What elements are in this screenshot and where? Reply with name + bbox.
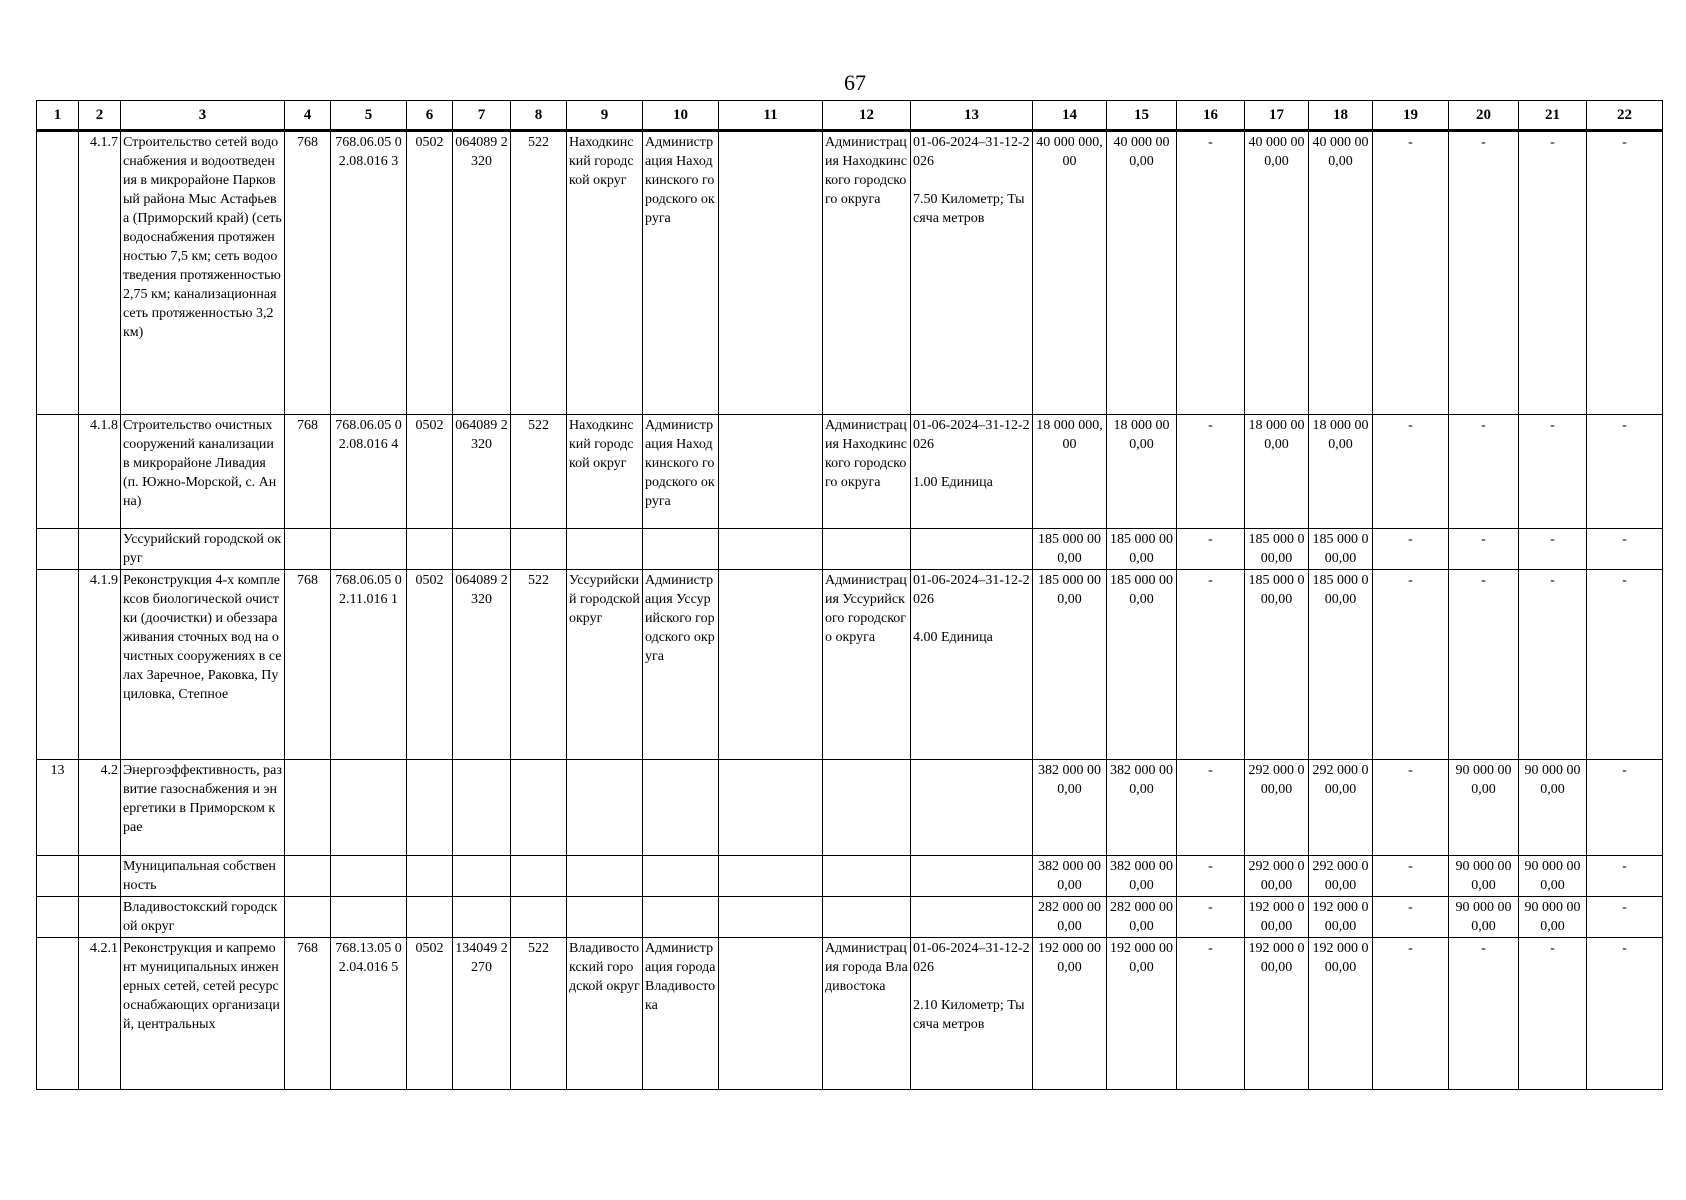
cell-period-capacity bbox=[911, 856, 1033, 897]
cell-expense-type: 522 bbox=[511, 570, 567, 760]
table-row bbox=[37, 760, 1663, 856]
col-header: 16 bbox=[1177, 101, 1245, 131]
cell-target-article: 064089 2320 bbox=[453, 415, 511, 529]
cell-amount: - bbox=[1373, 938, 1449, 1090]
cell-name: Уссурийский городской округ bbox=[121, 529, 285, 570]
cell-period-capacity bbox=[911, 415, 1033, 529]
cell-expense-type: 522 bbox=[511, 415, 567, 529]
period: 01-06-2024–31-12-2026 bbox=[913, 135, 1030, 169]
cell-amount: 382 000 000,00 bbox=[1107, 760, 1177, 856]
cell-object-code: 768.06.05 02.11.016 1 bbox=[331, 570, 407, 760]
cell-amount: - bbox=[1587, 760, 1663, 856]
cell-row-number bbox=[37, 131, 79, 415]
capacity: 7.50 Километр; Тысяча метров bbox=[913, 192, 1025, 226]
table-row bbox=[37, 570, 1663, 760]
cell-amount: - bbox=[1177, 570, 1245, 760]
cell-amount: 18 000 000,00 bbox=[1033, 415, 1107, 529]
cell-col11 bbox=[719, 415, 823, 529]
cell-amount: 382 000 000,00 bbox=[1107, 856, 1177, 897]
cell-municipality bbox=[567, 529, 643, 570]
cell-col11 bbox=[719, 897, 823, 938]
cell-period-capacity bbox=[911, 760, 1033, 856]
cell-amount: - bbox=[1449, 529, 1519, 570]
col-header: 19 bbox=[1373, 101, 1449, 131]
cell-expense-type: 522 bbox=[511, 131, 567, 415]
col-header: 1 bbox=[37, 101, 79, 131]
cell-target-article bbox=[453, 760, 511, 856]
cell-grbs bbox=[285, 897, 331, 938]
cell-amount: - bbox=[1449, 131, 1519, 415]
cell-amount: - bbox=[1519, 415, 1587, 529]
cell-municipality bbox=[567, 856, 643, 897]
col-header: 12 bbox=[823, 101, 911, 131]
cell-amount: 90 000 000,00 bbox=[1519, 856, 1587, 897]
cell-object-code bbox=[331, 856, 407, 897]
cell-grbs: 768 bbox=[285, 415, 331, 529]
cell-customer: Администрация города Владивостока bbox=[643, 938, 719, 1090]
cell-amount: - bbox=[1373, 897, 1449, 938]
cell-amount: 40 000 000,00 bbox=[1107, 131, 1177, 415]
cell-amount: - bbox=[1177, 938, 1245, 1090]
cell-target-article: 134049 2270 bbox=[453, 938, 511, 1090]
cell-object-code bbox=[331, 529, 407, 570]
cell-executor: Администрация города Владивостока bbox=[823, 938, 911, 1090]
cell-amount: 40 000 000,00 bbox=[1033, 131, 1107, 415]
cell-row-number: 13 bbox=[37, 760, 79, 856]
cell-amount: - bbox=[1373, 570, 1449, 760]
cell-object-code: 768.13.05 02.04.016 5 bbox=[331, 938, 407, 1090]
cell-col11 bbox=[719, 131, 823, 415]
cell-code bbox=[79, 897, 121, 938]
cell-period-capacity bbox=[911, 131, 1033, 415]
cell-period-capacity bbox=[911, 529, 1033, 570]
cell-code: 4.2.1 bbox=[79, 938, 121, 1090]
cell-amount: 292 000 000,00 bbox=[1309, 760, 1373, 856]
table-row bbox=[37, 529, 1663, 570]
cell-name: Муниципальная собственность bbox=[121, 856, 285, 897]
cell-amount: 192 000 000,00 bbox=[1309, 938, 1373, 1090]
cell-amount: - bbox=[1519, 570, 1587, 760]
cell-amount: - bbox=[1587, 415, 1663, 529]
cell-target-article: 064089 2320 bbox=[453, 131, 511, 415]
cell-amount: 18 000 000,00 bbox=[1107, 415, 1177, 529]
cell-amount: - bbox=[1449, 938, 1519, 1090]
cell-customer: Администрация Уссурийского городского округа bbox=[643, 570, 719, 760]
cell-executor: Администрация Находкинского городского округа bbox=[823, 131, 911, 415]
cell-amount: - bbox=[1519, 529, 1587, 570]
col-header: 6 bbox=[407, 101, 453, 131]
cell-amount: 382 000 000,00 bbox=[1033, 856, 1107, 897]
col-header: 10 bbox=[643, 101, 719, 131]
col-header: 9 bbox=[567, 101, 643, 131]
cell-amount: - bbox=[1373, 131, 1449, 415]
table-row bbox=[37, 856, 1663, 897]
cell-name: Энергоэффективность, развитие газоснабжения и энергетики в Приморском крае bbox=[121, 760, 285, 856]
cell-customer bbox=[643, 760, 719, 856]
cell-amount: - bbox=[1177, 131, 1245, 415]
cell-name: Реконструкция и капремонт муниципальных инженерных сетей, сетей ресурсоснабжающих организаций, центральных bbox=[121, 938, 285, 1090]
cell-expense-type bbox=[511, 897, 567, 938]
cell-amount: 292 000 000,00 bbox=[1245, 760, 1309, 856]
col-header: 11 bbox=[719, 101, 823, 131]
cell-amount: 185 000 000,00 bbox=[1033, 570, 1107, 760]
cell-amount: 382 000 000,00 bbox=[1033, 760, 1107, 856]
cell-amount: 90 000 000,00 bbox=[1519, 760, 1587, 856]
cell-grbs: 768 bbox=[285, 131, 331, 415]
cell-name: Строительство сетей водоснабжения и водоотведения в микрорайоне Парковый района Мыс Астафьева (Приморский край) (сеть водоснабжения протяженностью 7,5 км; сеть водоотведения протяженностью 2,75 км; канализационная сеть протяженностью 3,2 км) bbox=[121, 131, 285, 415]
cell-amount: 185 000 000,00 bbox=[1309, 570, 1373, 760]
cell-municipality: Владивостокский городской округ bbox=[567, 938, 643, 1090]
cell-amount: 40 000 000,00 bbox=[1309, 131, 1373, 415]
cell-row-number bbox=[37, 415, 79, 529]
cell-municipality: Находкинский городской округ bbox=[567, 131, 643, 415]
period: 01-06-2024–31-12-2026 bbox=[913, 941, 1030, 975]
cell-grbs: 768 bbox=[285, 938, 331, 1090]
cell-municipality bbox=[567, 760, 643, 856]
cell-amount: 192 000 000,00 bbox=[1245, 938, 1309, 1090]
cell-customer: Администрация Находкинского городского округа bbox=[643, 415, 719, 529]
cell-section bbox=[407, 897, 453, 938]
cell-customer bbox=[643, 529, 719, 570]
cell-section bbox=[407, 760, 453, 856]
cell-amount: - bbox=[1373, 760, 1449, 856]
cell-amount: - bbox=[1587, 131, 1663, 415]
col-header: 17 bbox=[1245, 101, 1309, 131]
cell-amount: 282 000 000,00 bbox=[1107, 897, 1177, 938]
cell-col11 bbox=[719, 570, 823, 760]
cell-amount: - bbox=[1177, 897, 1245, 938]
capacity: 2.10 Километр; Тысяча метров bbox=[913, 998, 1025, 1032]
col-header: 15 bbox=[1107, 101, 1177, 131]
cell-amount: 18 000 000,00 bbox=[1245, 415, 1309, 529]
cell-row-number bbox=[37, 856, 79, 897]
cell-col11 bbox=[719, 760, 823, 856]
table-row bbox=[37, 938, 1663, 1090]
table-row bbox=[37, 897, 1663, 938]
cell-grbs bbox=[285, 529, 331, 570]
cell-amount: 192 000 000,00 bbox=[1033, 938, 1107, 1090]
cell-executor bbox=[823, 760, 911, 856]
cell-amount: 282 000 000,00 bbox=[1033, 897, 1107, 938]
cell-object-code bbox=[331, 760, 407, 856]
table-row bbox=[37, 131, 1663, 415]
cell-section: 0502 bbox=[407, 938, 453, 1090]
period: 01-06-2024–31-12-2026 bbox=[913, 573, 1030, 607]
cell-amount: 18 000 000,00 bbox=[1309, 415, 1373, 529]
cell-amount: 185 000 000,00 bbox=[1309, 529, 1373, 570]
cell-amount: 40 000 000,00 bbox=[1245, 131, 1309, 415]
capacity: 1.00 Единица bbox=[913, 475, 993, 490]
cell-amount: 185 000 000,00 bbox=[1107, 529, 1177, 570]
page-number: 67 bbox=[844, 70, 866, 95]
cell-municipality: Находкинский городской округ bbox=[567, 415, 643, 529]
cell-section: 0502 bbox=[407, 415, 453, 529]
cell-section: 0502 bbox=[407, 131, 453, 415]
cell-amount: - bbox=[1519, 131, 1587, 415]
cell-target-article bbox=[453, 529, 511, 570]
cell-target-article bbox=[453, 897, 511, 938]
cell-code: 4.1.7 bbox=[79, 131, 121, 415]
col-header: 2 bbox=[79, 101, 121, 131]
cell-object-code: 768.06.05 02.08.016 3 bbox=[331, 131, 407, 415]
cell-code: 4.2 bbox=[79, 760, 121, 856]
cell-amount: 192 000 000,00 bbox=[1245, 897, 1309, 938]
col-header: 3 bbox=[121, 101, 285, 131]
cell-period-capacity bbox=[911, 570, 1033, 760]
cell-amount: - bbox=[1177, 529, 1245, 570]
cell-expense-type bbox=[511, 529, 567, 570]
cell-grbs bbox=[285, 760, 331, 856]
cell-amount: 192 000 000,00 bbox=[1309, 897, 1373, 938]
cell-customer bbox=[643, 856, 719, 897]
cell-section: 0502 bbox=[407, 570, 453, 760]
cell-amount: - bbox=[1373, 856, 1449, 897]
cell-amount: 90 000 000,00 bbox=[1449, 897, 1519, 938]
cell-amount: - bbox=[1587, 570, 1663, 760]
cell-target-article bbox=[453, 856, 511, 897]
cell-grbs bbox=[285, 856, 331, 897]
cell-executor bbox=[823, 897, 911, 938]
cell-amount: - bbox=[1177, 856, 1245, 897]
col-header: 13 bbox=[911, 101, 1033, 131]
cell-code: 4.1.9 bbox=[79, 570, 121, 760]
cell-amount: - bbox=[1587, 856, 1663, 897]
table-row bbox=[37, 415, 1663, 529]
cell-section bbox=[407, 856, 453, 897]
cell-row-number bbox=[37, 570, 79, 760]
cell-expense-type bbox=[511, 856, 567, 897]
cell-col11 bbox=[719, 938, 823, 1090]
col-header: 22 bbox=[1587, 101, 1663, 131]
cell-executor: Администрация Находкинского городского округа bbox=[823, 415, 911, 529]
cell-grbs: 768 bbox=[285, 570, 331, 760]
cell-row-number bbox=[37, 938, 79, 1090]
col-header: 18 bbox=[1309, 101, 1373, 131]
cell-amount: 90 000 000,00 bbox=[1519, 897, 1587, 938]
cell-amount: - bbox=[1177, 760, 1245, 856]
cell-row-number bbox=[37, 897, 79, 938]
col-header: 8 bbox=[511, 101, 567, 131]
col-header: 7 bbox=[453, 101, 511, 131]
cell-amount: 90 000 000,00 bbox=[1449, 856, 1519, 897]
col-header: 14 bbox=[1033, 101, 1107, 131]
col-header: 5 bbox=[331, 101, 407, 131]
cell-amount: - bbox=[1587, 938, 1663, 1090]
cell-amount: 90 000 000,00 bbox=[1449, 760, 1519, 856]
cell-amount: 292 000 000,00 bbox=[1309, 856, 1373, 897]
cell-period-capacity bbox=[911, 897, 1033, 938]
cell-amount: 185 000 000,00 bbox=[1245, 570, 1309, 760]
cell-amount: - bbox=[1587, 897, 1663, 938]
cell-object-code bbox=[331, 897, 407, 938]
cell-period-capacity bbox=[911, 938, 1033, 1090]
header-row bbox=[37, 101, 1663, 131]
cell-code bbox=[79, 529, 121, 570]
cell-row-number bbox=[37, 529, 79, 570]
cell-name: Строительство очистных сооружений канализации в микрорайоне Ливадия (п. Южно-Морской, с. Анна) bbox=[121, 415, 285, 529]
col-header: 20 bbox=[1449, 101, 1519, 131]
budget-table bbox=[36, 100, 1663, 1090]
cell-amount: 185 000 000,00 bbox=[1107, 570, 1177, 760]
cell-expense-type bbox=[511, 760, 567, 856]
cell-amount: - bbox=[1373, 415, 1449, 529]
cell-col11 bbox=[719, 856, 823, 897]
cell-municipality bbox=[567, 897, 643, 938]
capacity: 4.00 Единица bbox=[913, 630, 993, 645]
cell-customer: Администрация Находкинского городского округа bbox=[643, 131, 719, 415]
cell-name: Реконструкция 4-х комплексов биологической очистки (доочистки) и обеззараживания сточных вод на очистных сооружениях в селах Заречное, Раковка, Пуциловка, Степное bbox=[121, 570, 285, 760]
cell-executor bbox=[823, 529, 911, 570]
cell-amount: 192 000 000,00 bbox=[1107, 938, 1177, 1090]
cell-amount: - bbox=[1519, 938, 1587, 1090]
cell-code bbox=[79, 856, 121, 897]
col-header: 21 bbox=[1519, 101, 1587, 131]
cell-object-code: 768.06.05 02.08.016 4 bbox=[331, 415, 407, 529]
cell-expense-type: 522 bbox=[511, 938, 567, 1090]
cell-amount: 185 000 000,00 bbox=[1033, 529, 1107, 570]
cell-executor bbox=[823, 856, 911, 897]
cell-amount: - bbox=[1373, 529, 1449, 570]
cell-amount: 292 000 000,00 bbox=[1245, 856, 1309, 897]
cell-amount: - bbox=[1177, 415, 1245, 529]
cell-amount: - bbox=[1449, 415, 1519, 529]
col-header: 4 bbox=[285, 101, 331, 131]
cell-customer bbox=[643, 897, 719, 938]
cell-amount: - bbox=[1449, 570, 1519, 760]
cell-code: 4.1.8 bbox=[79, 415, 121, 529]
cell-target-article: 064089 2320 bbox=[453, 570, 511, 760]
period: 01-06-2024–31-12-2026 bbox=[913, 418, 1030, 452]
cell-amount: - bbox=[1587, 529, 1663, 570]
cell-name: Владивостокский городской округ bbox=[121, 897, 285, 938]
cell-section bbox=[407, 529, 453, 570]
cell-executor: Администрация Уссурийского городского округа bbox=[823, 570, 911, 760]
cell-municipality: Уссурийский городской округ bbox=[567, 570, 643, 760]
cell-col11 bbox=[719, 529, 823, 570]
cell-amount: 185 000 000,00 bbox=[1245, 529, 1309, 570]
